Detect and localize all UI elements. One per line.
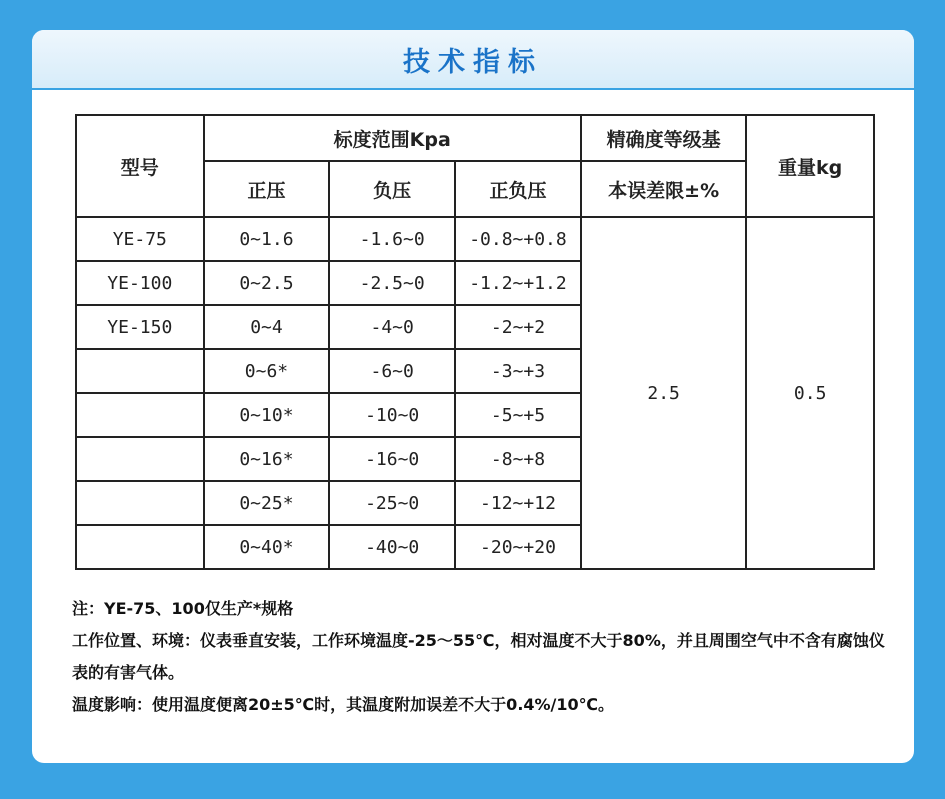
negative-cell: -6~0	[329, 349, 455, 393]
pos-neg-cell: -8~+8	[455, 437, 581, 481]
negative-cell: -4~0	[329, 305, 455, 349]
pos-neg-cell: -12~+12	[455, 481, 581, 525]
spec-table	[75, 114, 875, 570]
pos-neg-cell: -2~+2	[455, 305, 581, 349]
model-cell	[76, 525, 204, 569]
header-positive: 正压	[204, 161, 330, 217]
positive-cell: 0~25*	[204, 481, 330, 525]
negative-cell: -40~0	[329, 525, 455, 569]
model-cell	[76, 349, 204, 393]
pos-neg-cell: -0.8~+0.8	[455, 217, 581, 261]
spec-card	[32, 30, 914, 763]
table-header-row	[76, 115, 874, 161]
pos-neg-cell: -20~+20	[455, 525, 581, 569]
negative-cell: -16~0	[329, 437, 455, 481]
note-environment: 工作位置、环境：仪表垂直安装，工作环境温度-25～55℃，相对温度不大于80%，并且周围空气中不含有腐蚀仪表的有害气体。	[72, 631, 885, 682]
pos-neg-cell: -5~+5	[455, 393, 581, 437]
model-cell: YE-75	[76, 217, 204, 261]
negative-cell: -2.5~0	[329, 261, 455, 305]
header-model: 型号	[76, 115, 204, 217]
negative-cell: -10~0	[329, 393, 455, 437]
note-temperature: 温度影响：使用温度便离20±5℃时，其温度附加误差不大于0.4%/10℃。	[72, 695, 615, 714]
header-range: 标度范围Kpa	[204, 115, 581, 161]
negative-cell: -25~0	[329, 481, 455, 525]
title-bar	[32, 30, 914, 90]
header-pos-neg: 正负压	[455, 161, 581, 217]
table-row	[76, 217, 874, 261]
negative-cell: -1.6~0	[329, 217, 455, 261]
positive-cell: 0~2.5	[204, 261, 330, 305]
positive-cell: 0~16*	[204, 437, 330, 481]
accuracy-cell: 2.5	[581, 217, 746, 569]
header-negative: 负压	[329, 161, 455, 217]
page-title: 技术指标	[403, 46, 543, 78]
note-production: 注：YE-75、100仅生产*规格	[72, 599, 294, 618]
model-cell: YE-150	[76, 305, 204, 349]
positive-cell: 0~40*	[204, 525, 330, 569]
pos-neg-cell: -3~+3	[455, 349, 581, 393]
header-accuracy-line1: 精确度等级基	[581, 115, 746, 161]
positive-cell: 0~1.6	[204, 217, 330, 261]
model-cell	[76, 393, 204, 437]
header-weight: 重量kg	[746, 115, 874, 217]
notes	[72, 593, 892, 721]
positive-cell: 0~10*	[204, 393, 330, 437]
model-cell	[76, 481, 204, 525]
pos-neg-cell: -1.2~+1.2	[455, 261, 581, 305]
model-cell: YE-100	[76, 261, 204, 305]
positive-cell: 0~6*	[204, 349, 330, 393]
positive-cell: 0~4	[204, 305, 330, 349]
model-cell	[76, 437, 204, 481]
header-accuracy-line2: 本误差限±%	[581, 161, 746, 217]
weight-cell: 0.5	[746, 217, 874, 569]
